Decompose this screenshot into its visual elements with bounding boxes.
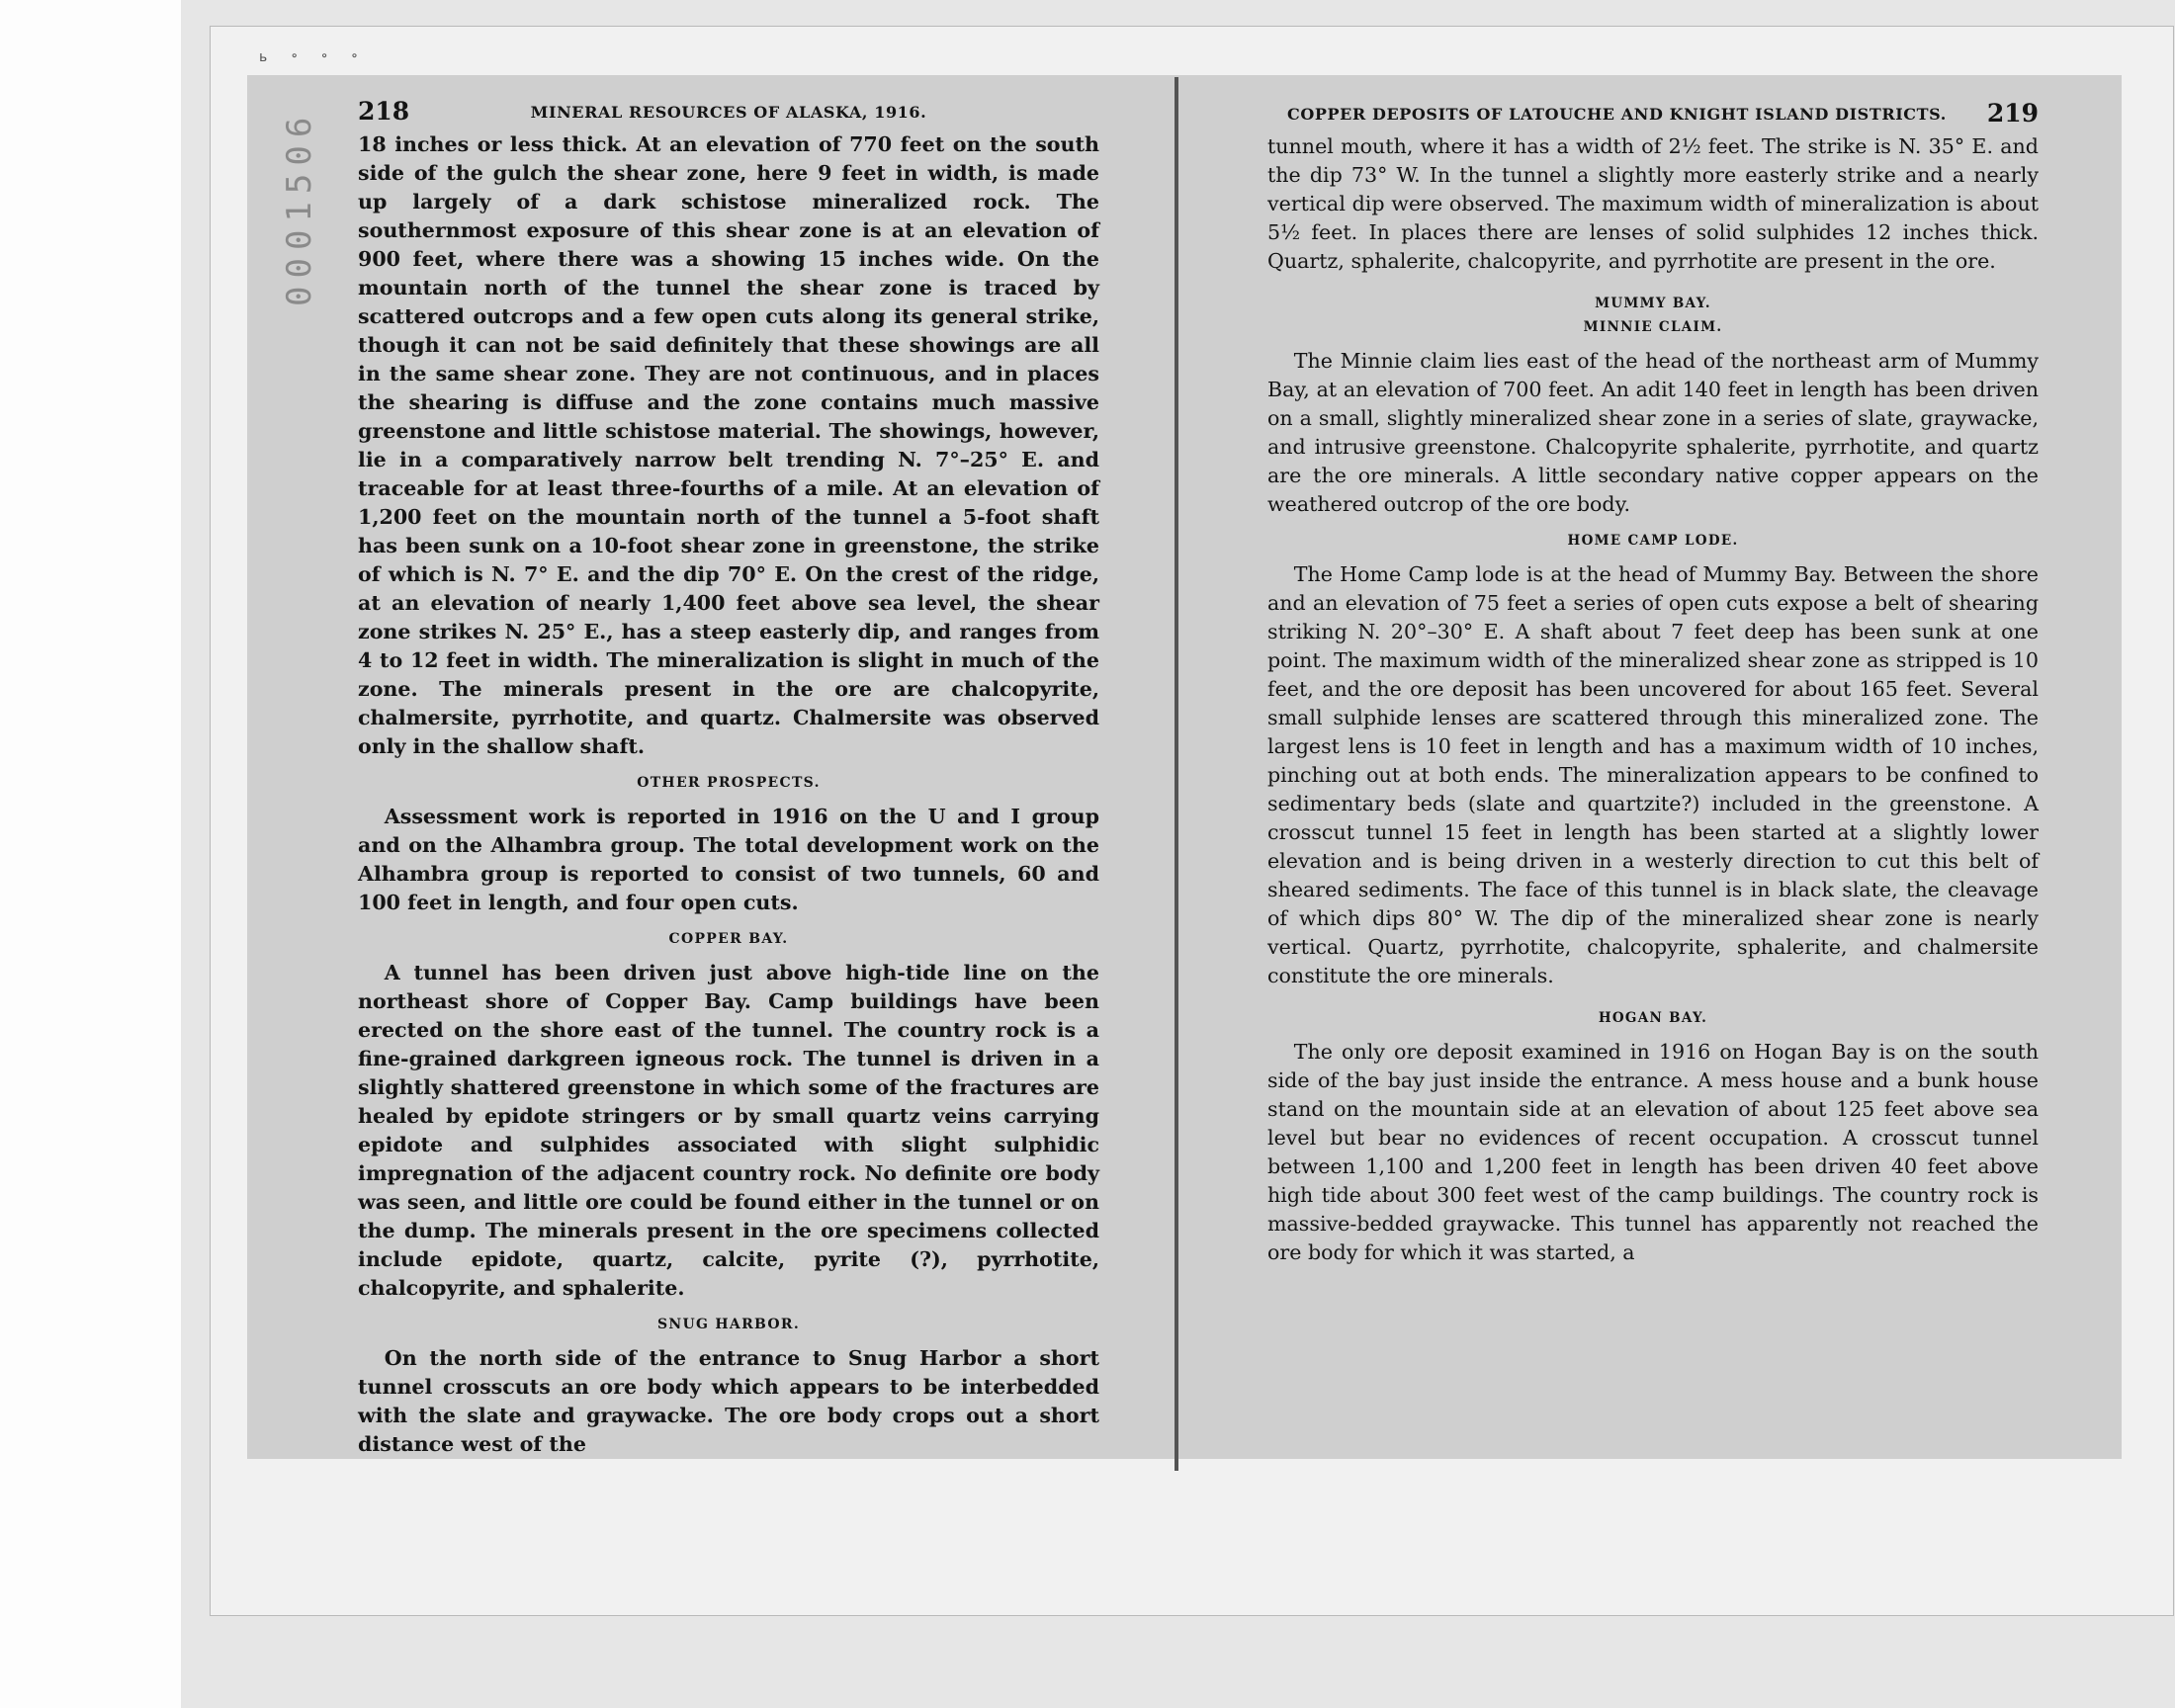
running-head [358, 95, 1099, 130]
reel-marks: ь ॰ ॰ ॰ [259, 49, 368, 65]
paragraph: On the north side of the entrance to Snug Harbor a short tunnel crosscuts an ore body which appears to be interbedded with the slate and graywacke. The ore body crops out a short distance west of the [358, 1346, 1099, 1456]
paragraph: tunnel mouth, where it has a width of 2½ feet. The strike is N. 35° E. and the dip 73° W. In the tunnel a slightly more easterly strike and a nearly vertical dip were observed. The maximum width of mineralization is about 5½ feet. In places there are lenses of solid sulphides 12 inches thick. Quartz, sphalerite, chalcopyrite, and pyrrhotite are present in the ore. [1267, 134, 2039, 273]
page-number: 218 [358, 97, 410, 126]
paragraph: 18 inches or less thick. At an elevation of 770 feet on the south side of the gulch the shear zone, here 9 feet in width, is made up largely of a dark schistose mineralized rock. The southernmost exposure of this shear zone is at an elevation of 900 feet, where there was a showing 15 inches wide. On the mountain north of the tunnel the shear zone is traced by scattered outcrops and a few open cuts along its general strike, though it can not be said definitely that these showings are all in the same shear zone. They are not continuous, and in places the shearing is diffuse and the zone contains much massive greenstone and little schistose material. The showings, however, lie in a comparatively narrow belt trending N. 7°–25° E. and traceable for at least three-fourths of a mile. At an elevation of 1,200 feet on the mountain north of the tunnel a 5-foot shaft has been sunk on a 10-foot shear zone in greenstone, the strike of which is N. 7° E. and the dip 70° E. On the crest of the ridge, at an elevation of nearly 1,400 feet above sea level, the shear zone strikes N. 25° E., has a steep easterly dip, and ranges from 4 to 12 feet in width. The mineralization is slight in much of the zone. The minerals present in the ore are chalcopyrite, chalmersite, pyrrhotite, and quartz. Chalmersite was observed only in the shallow shaft. [358, 132, 1099, 758]
frame-number-stamp: 0001506 [280, 109, 319, 306]
page-number: 219 [1986, 99, 2039, 128]
paragraph: A tunnel has been driven just above high-tide line on the northeast shore of Copper Bay. Camp buildings have been erected on the shore east of the tunnel. The country rock is a fine-grained darkgreen igneous rock. The tunnel is driven in a slightly shattered greenstone in which some of the fractures are healed by epidote stringers or by small quartz veins carrying epidote and sulphides associated with slight sulphidic impregnation of the adjacent country rock. No definite ore body was seen, and little ore could be found either in the tunnel or on the dump. The minerals present in the ore specimens collected include epidote, quartz, calcite, pyrite (?), pyrrhotite, chalcopyrite, and sphalerite. [358, 961, 1099, 1300]
left-page [358, 95, 1099, 1459]
running-head-title: MINERAL RESOURCES OF ALASKA, 1916. [530, 103, 927, 122]
paragraph: Assessment work is reported in 1916 on the U and I group and on the Alhambra group. The total development work on the Alhambra group is reported to consist of two tunnels, 60 and 100 feet in length, and four open cuts. [358, 805, 1099, 914]
right-page [1267, 97, 2039, 1267]
running-head-title: COPPER DEPOSITS OF LATOUCHE AND KNIGHT ISLAND DISTRICTS. [1287, 105, 1947, 124]
section-heading: HOGAN BAY. [1598, 1010, 1708, 1026]
running-head [1267, 97, 2039, 132]
subsection-heading: HOME CAMP LODE. [1567, 533, 1739, 549]
section-heading: MUMMY BAY. [1595, 296, 1711, 311]
book-gutter [1174, 77, 1178, 1471]
paragraph: The only ore deposit examined in 1916 on Hogan Bay is on the south side of the bay just inside the entrance. A mess house and a bunk house stand on the mountain side at an elevation of about 125 feet above sea level but bear no evidences of recent occupation. A crosscut tunnel between 1,100 and 1,200 feet in length has been driven 40 feet above high tide about 300 feet west of the camp buildings. The country rock is massive-bedded graywacke. This tunnel has apparently not reached the ore body for which it was started, a [1267, 1040, 2039, 1264]
paragraph: The Minnie claim lies east of the head of the northeast arm of Mummy Bay, at an elevation of 700 feet. An adit 140 feet in length has been driven on a small, slightly mineralized shear zone in a series of slate, graywacke, and intrusive greenstone. Chalcopyrite sphalerite, pyrrhotite, and quartz are the ore minerals. A little secondary native copper appears on the weathered outcrop of the ore body. [1267, 349, 2039, 516]
subsection-heading: MINNIE CLAIM. [1583, 319, 1723, 335]
section-heading: SNUG HARBOR. [656, 1317, 801, 1332]
section-heading: COPPER BAY. [668, 931, 789, 947]
paragraph: The Home Camp lode is at the head of Mummy Bay. Between the shore and an elevation of 75 feet a series of open cuts expose a belt of shearing striking N. 20°–30° E. A shaft about 7 feet deep has been sunk at one point. The maximum width of the mineralized shear zone as stripped is 10 feet, and the ore deposit has been uncovered for about 165 feet. Several small sulphide lenses are scattered through this mineralized zone. The largest lens is 10 feet in length and has a maximum width of 10 inches, pinching out at both ends. The mineralization appears to be confined to sedimentary beds (slate and quartzite?) included in the greenstone. A crosscut tunnel 15 feet in length has been started at a slightly lower elevation and is being driven in a westerly direction to cut this belt of sheared sediments. The face of this tunnel is in black slate, the cleavage of which dips 80° W. The dip of the mineralized shear zone is nearly vertical. Quartz, pyrrhotite, chalcopyrite, sphalerite, and chalmersite constitute the ore minerals. [1267, 562, 2039, 987]
scanner-background [0, 0, 181, 1708]
section-heading: OTHER PROSPECTS. [637, 775, 821, 791]
